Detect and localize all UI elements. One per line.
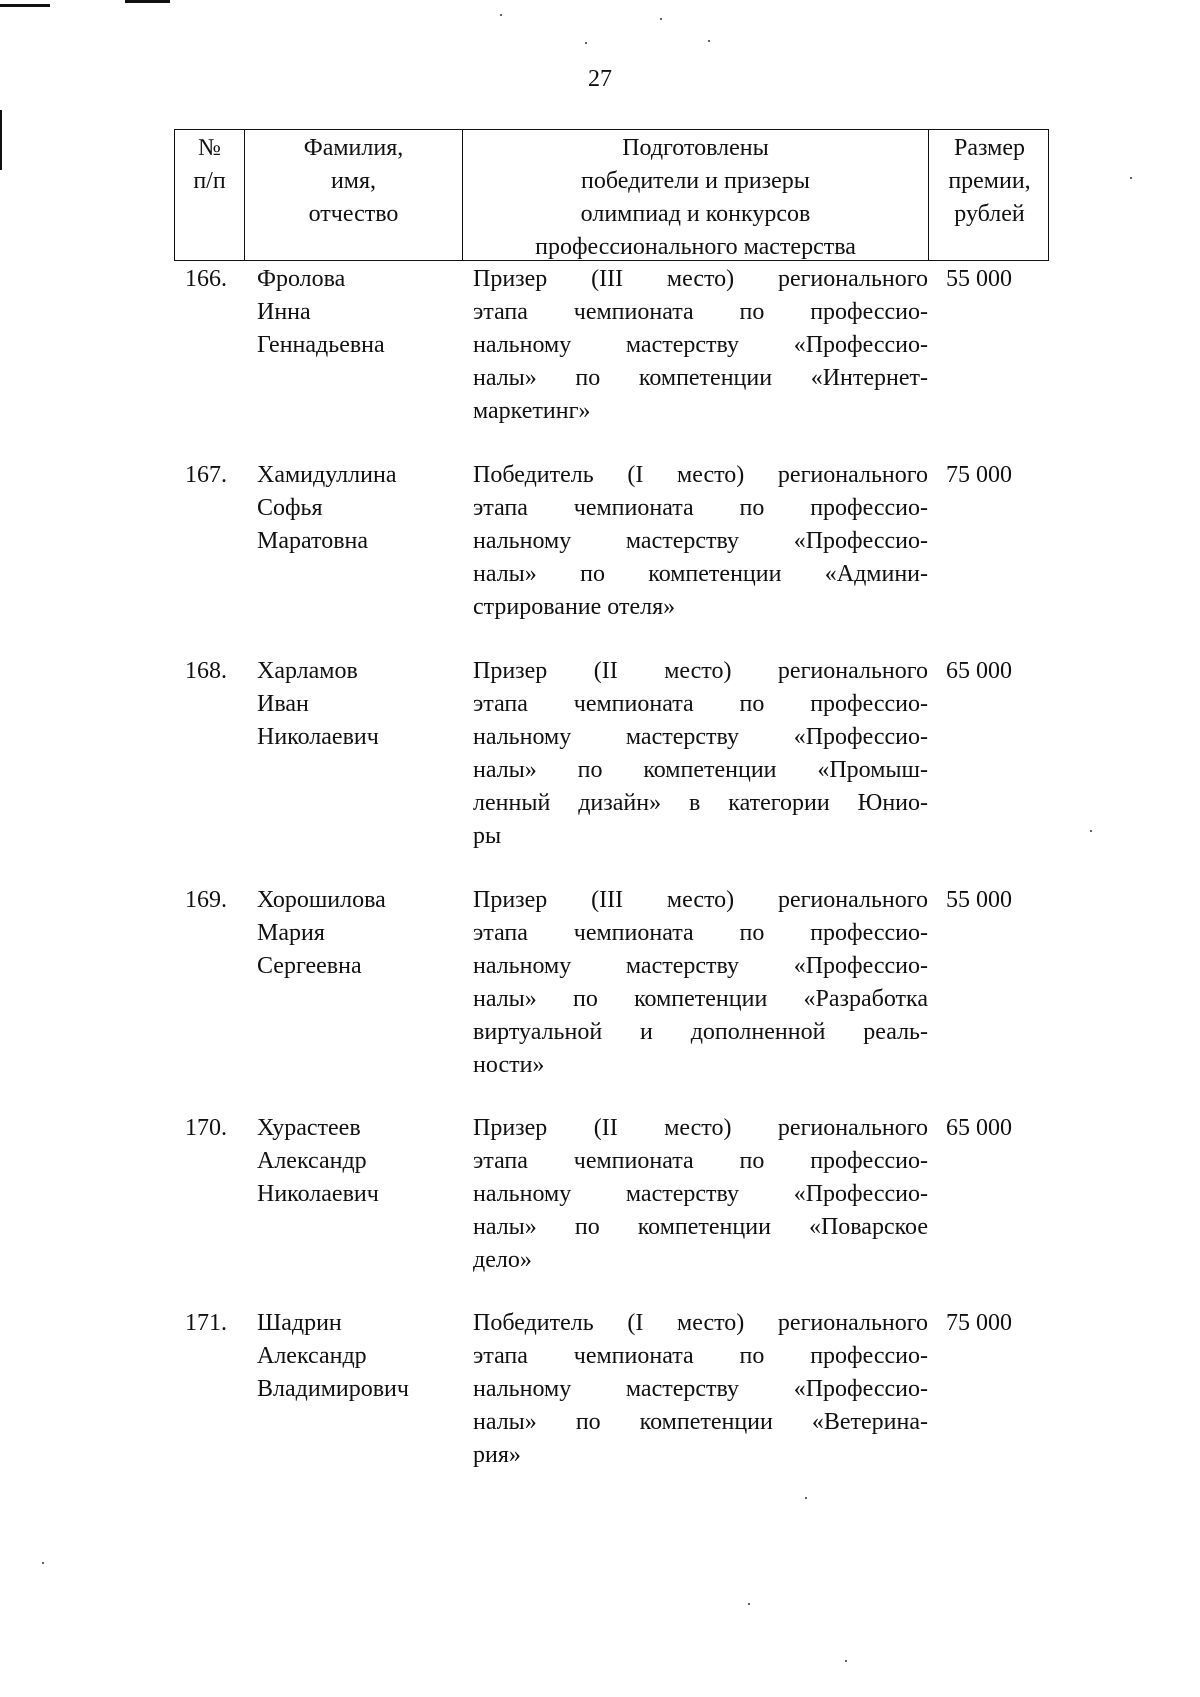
row-number: 167. — [185, 462, 227, 488]
award-amount: 65 000 — [946, 1115, 1012, 1141]
achievement-description: Победитель (I место) регионального этапа чемпионата по профессио- нальному мастерству «Профессио- налы» по компетенции «Ветерина- рия» — [473, 1310, 928, 1468]
header-col-description: Подготовлены победители и призеры олимпиад и конкурсов профессионального мастерства — [463, 130, 929, 260]
scan-edge-mark — [0, 110, 2, 170]
achievement-description: Призер (II место) регионального этапа чемпионата по профессио- нальному мастерству «Профессио- налы» по компетенции «Промыш- ленный дизайн» в категории Юнио- ры — [473, 658, 928, 849]
scan-speck — [748, 1603, 750, 1605]
scan-speck — [585, 42, 587, 44]
scan-edge-mark — [125, 0, 170, 3]
scan-speck — [1130, 177, 1132, 179]
scan-edge-mark — [0, 4, 50, 7]
row-number: 169. — [185, 887, 227, 913]
row-number: 168. — [185, 658, 227, 684]
scan-speck — [805, 1497, 807, 1499]
row-number: 166. — [185, 266, 227, 292]
person-name: Хурастеев Александр Николаевич — [257, 1115, 379, 1207]
header-col-number: № п/п — [175, 130, 245, 260]
scan-speck — [660, 18, 662, 20]
achievement-description: Призер (III место) регионального этапа чемпионата по профессио- нальному мастерству «Профессио- налы» по компетенции «Разработка виртуальной и дополненной реаль- ности» — [473, 887, 928, 1078]
scan-speck — [708, 40, 710, 42]
scan-speck — [42, 1562, 44, 1564]
person-name: Хамидуллина Софья Маратовна — [257, 462, 397, 554]
row-number: 170. — [185, 1115, 227, 1141]
person-name: Харламов Иван Николаевич — [257, 658, 379, 750]
achievement-description: Призер (III место) регионального этапа чемпионата по профессио- нальному мастерству «Профессио- налы» по компетенции «Интернет- маркетинг» — [473, 266, 928, 424]
person-name: Фролова Инна Геннадьевна — [257, 266, 385, 358]
achievement-description: Призер (II место) регионального этапа чемпионата по профессио- нальному мастерству «Профессио- налы» по компетенции «Поварское дело» — [473, 1115, 928, 1273]
award-amount: 75 000 — [946, 462, 1012, 488]
table-header — [174, 129, 1049, 261]
scan-speck — [500, 14, 502, 16]
header-col-name: Фамилия, имя, отчество — [245, 130, 463, 260]
row-number: 171. — [185, 1310, 227, 1336]
person-name: Шадрин Александр Владимирович — [257, 1310, 409, 1402]
award-amount: 55 000 — [946, 266, 1012, 292]
scan-speck — [845, 1660, 847, 1662]
scan-speck — [1090, 830, 1092, 832]
achievement-description: Победитель (I место) регионального этапа чемпионата по профессио- нальному мастерству «Профессио- налы» по компетенции «Админи- стрирование отеля» — [473, 462, 928, 620]
award-amount: 65 000 — [946, 658, 1012, 684]
award-amount: 75 000 — [946, 1310, 1012, 1336]
header-col-amount: Размер премии, рублей — [948, 135, 1031, 227]
award-amount: 55 000 — [946, 887, 1012, 913]
person-name: Хорошилова Мария Сергеевна — [257, 887, 386, 979]
page-number: 27 — [588, 66, 612, 92]
